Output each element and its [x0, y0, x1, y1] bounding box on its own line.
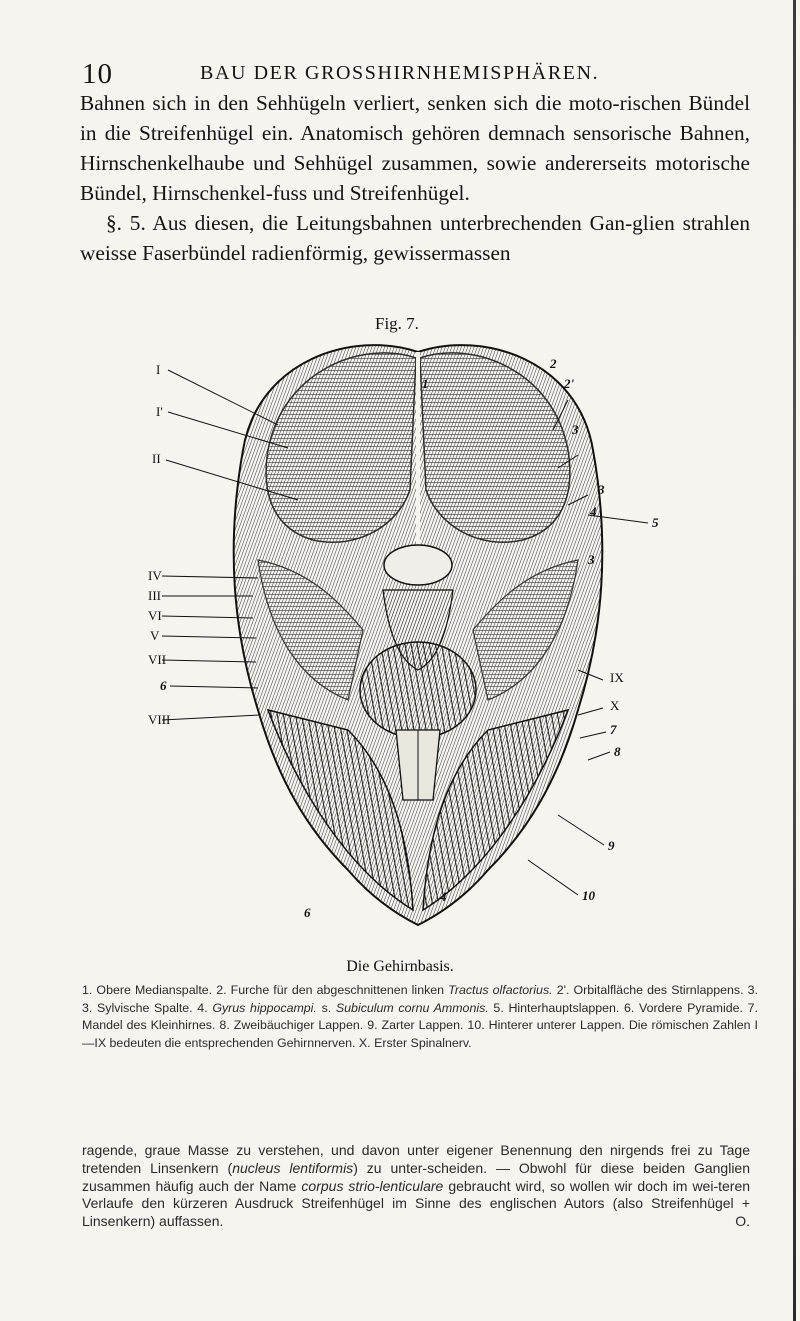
caption-line-1: 1. Obere Medianspalte. 2. Furche für den abgeschnittenen linken [82, 983, 445, 997]
continuation-part-1: ragende, graue Masse zu verstehen, und davon unter eigener Benennung den nirgends frei zu Tage tretenden Linsenkern ( [82, 1142, 750, 1176]
continuation-italic-2: corpus strio-lenticulare [301, 1177, 444, 1194]
label-8: 8 [614, 744, 621, 759]
label-1: 1 [422, 376, 429, 391]
figure-caption-legend [82, 982, 758, 1052]
label-6-bottom: 6 [304, 905, 311, 920]
label-4: 4 [590, 504, 597, 519]
continuation-italic-1: nucleus lentiformis [232, 1159, 354, 1176]
body-text [80, 88, 750, 268]
signature-mark: O. [735, 1213, 750, 1230]
brain-base-drawing [148, 330, 688, 935]
caption-line-4: 5. Hinterhauptslappen. 6. Vordere Pyramide. 7. Mandel des Kleinhirnes. 8. Zweibäuchiger Lappen. 9. Zarter Lappen. 10. Hinterer unterer Lappen. Die römischen Zahlen I—IX bedeuten die entsprechenden Gehirnnerven. X. Erster Spinalnerv. [82, 1000, 758, 1050]
brain-base-illustration [148, 330, 688, 935]
continuation-part-2: ) zu unter-scheiden. — Obwohl für diese beiden Ganglien zusammen häufig auch der Name [82, 1159, 750, 1194]
page-number: 10 [82, 58, 113, 90]
continuation-paragraph [82, 1142, 750, 1231]
label-VI: VI [148, 608, 162, 623]
label-II: II [152, 451, 161, 466]
continuation-text [82, 1142, 750, 1231]
paragraph-2: §. 5. Aus diesen, die Leitungsbahnen unterbrechenden Gan-glien strahlen weisse Faserbündel radienförmig, gewissermassen [80, 211, 750, 265]
caption-italic-2: Gyrus hippocampi. [212, 1000, 317, 1015]
continuation-part-3: gebraucht wird, so wollen wir doch im wei-teren Verlaufe den kürzeren Ausdruck Streifenhügel im Sinne des englischen Autors (also Streifenhügel + Linsenkern) auffassen. [82, 1177, 751, 1230]
running-head: BAU DER GROSSHIRNHEMISPHÄREN. [200, 62, 600, 84]
label-10: 10 [582, 888, 595, 903]
label-2: 2 [550, 356, 557, 371]
label-7: 7 [610, 722, 617, 737]
label-6-left: 6 [160, 678, 167, 693]
label-5-right: 5 [652, 515, 659, 530]
figure-label: Fig. 7. [375, 314, 419, 333]
label-IX: IX [610, 670, 624, 685]
page-edge [793, 0, 796, 1321]
label-X: X [610, 698, 620, 713]
label-3-mid: 3 [598, 482, 605, 497]
paragraph-1: Bahnen sich in den Sehhügeln verliert, senken sich die moto-rischen Bündel in die Streifenhügel ein. Anatomisch gehören demnach sensorische Bahnen, Hirnschenkelhaube und Sehhügel zusammen, sowie andererseits motorische Bündel, Hirnschenkel-fuss und Streifenhügel. [80, 91, 750, 205]
caption-italic-3: Subiculum cornu Ammonis. [335, 1000, 489, 1015]
label-V: V [150, 628, 160, 643]
label-3-lower: 3 [588, 552, 595, 567]
label-III: III [148, 588, 161, 603]
caption-line-2: 2'. Orbitalfläche des Stirnlappens. 3. 3. Sylvische Spalte. 4. [82, 983, 758, 1015]
label-I: I [156, 362, 161, 377]
label-2-prime: 2' [564, 376, 575, 391]
caption-line-3: s. [321, 1000, 332, 1015]
caption-italic-1: Tractus olfactorius. [448, 983, 553, 997]
label-IV: IV [148, 568, 162, 583]
label-9: 9 [608, 838, 615, 853]
label-I-prime: I' [156, 404, 163, 419]
figure-caption-title: Die Gehirnbasis. [346, 958, 454, 975]
label-VIII: VIII [148, 712, 171, 727]
label-3-top: 3 [572, 422, 579, 437]
label-4-bottom: 4 [440, 889, 447, 904]
label-VII: VII [148, 652, 167, 667]
